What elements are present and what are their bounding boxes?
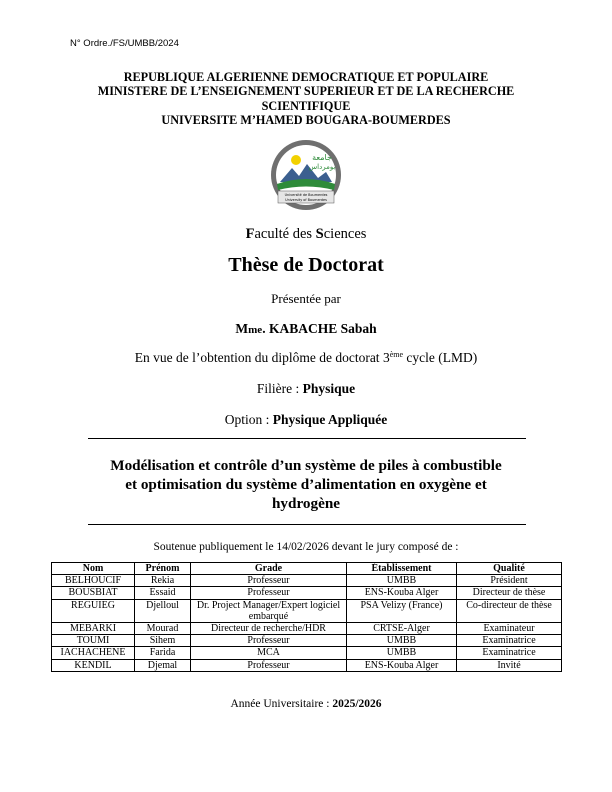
jury-table xyxy=(51,562,562,672)
jury-etablissement: UMBB xyxy=(347,635,457,647)
jury-nom: MEBARKI xyxy=(52,623,135,635)
jury-etablissement: UMBB xyxy=(347,575,457,587)
jury-etablissement: ENS-Kouba Alger xyxy=(347,659,457,671)
header-ministry-cont: SCIENTIFIQUE xyxy=(261,98,351,113)
jury-qualite: Invité xyxy=(457,659,562,671)
jury-header-row xyxy=(52,563,562,575)
institution-header xyxy=(60,70,552,127)
author-name: Mme. KABACHE Sabah xyxy=(235,321,377,336)
jury-prenom: Essaid xyxy=(135,587,191,599)
jury-etablissement: ENS-Kouba Alger xyxy=(347,587,457,599)
col-header-nom: Nom xyxy=(52,563,135,575)
table-row xyxy=(52,623,562,635)
jury-nom: IACHACHENE xyxy=(52,647,135,659)
jury-grade: Professeur xyxy=(191,635,347,647)
jury-prenom: Sihem xyxy=(135,635,191,647)
faculty-name: Faculté des Sciences xyxy=(245,226,367,242)
jury-prenom: Djelloul xyxy=(135,599,191,622)
table-row xyxy=(52,587,562,599)
diploma-line: En vue de l’obtention du diplôme de doctorat 3ème cycle (LMD) xyxy=(134,350,478,365)
header-university: UNIVERSITE M’HAMED BOUGARA-BOUMERDES xyxy=(161,112,451,127)
jury-etablissement: CRTSE-Alger xyxy=(347,623,457,635)
jury-etablissement: PSA Velizy (France) xyxy=(347,599,457,622)
jury-nom: BOUSBIAT xyxy=(52,587,135,599)
logo-arabic-1: جامعة xyxy=(312,153,332,162)
header-ministry: MINISTERE DE L’ENSEIGNEMENT SUPERIEUR ET DE LA RECHERCHE xyxy=(97,84,515,99)
jury-grade: MCA xyxy=(191,647,347,659)
col-header-grade: Grade xyxy=(191,563,347,575)
logo-banner-en: University of Boumerdes xyxy=(285,198,327,202)
col-header-prenom: Prénom xyxy=(135,563,191,575)
jury-etablissement: UMBB xyxy=(347,647,457,659)
option-line: Option : Physique Appliquée xyxy=(224,412,388,427)
presented-by: Présentée par xyxy=(271,291,341,306)
jury-qualite: Examinatrice xyxy=(457,635,562,647)
jury-qualite: Président xyxy=(457,575,562,587)
jury-grade: Professeur xyxy=(191,587,347,599)
jury-grade: Dr. Project Manager/Expert logiciel embarqué xyxy=(191,599,347,622)
jury-prenom: Djemal xyxy=(135,659,191,671)
document-type: Thèse de Doctorat xyxy=(228,254,384,276)
filiere-line: Filière : Physique xyxy=(256,381,356,396)
table-row xyxy=(52,635,562,647)
jury-prenom: Mourad xyxy=(135,623,191,635)
col-header-qualite: Qualité xyxy=(457,563,562,575)
col-header-etablissement: Établissement xyxy=(347,563,457,575)
jury-qualite: Examinateur xyxy=(457,623,562,635)
title-rule-bottom xyxy=(88,524,526,525)
jury-nom: REGUIEG xyxy=(52,599,135,622)
jury-grade: Directeur de recherche/HDR xyxy=(191,623,347,635)
jury-grade: Professeur xyxy=(191,659,347,671)
jury-nom: KENDIL xyxy=(52,659,135,671)
jury-qualite: Co-directeur de thèse xyxy=(457,599,562,622)
header-republic: REPUBLIQUE ALGERIENNE DEMOCRATIQUE ET POPULAIRE xyxy=(123,70,489,84)
order-number: N° Ordre./FS/UMBB/2024 xyxy=(70,38,179,49)
table-row xyxy=(52,647,562,659)
jury-nom: TOUMI xyxy=(52,635,135,647)
table-row xyxy=(52,659,562,671)
logo-banner-fr: Université de Boumerdes xyxy=(284,193,328,197)
table-row xyxy=(52,599,562,622)
jury-qualite: Directeur de thèse xyxy=(457,587,562,599)
table-row xyxy=(52,575,562,587)
defense-statement: Soutenue publiquement le 14/02/2026 devant le jury composé de : xyxy=(153,541,459,553)
logo-arabic-2: بومرداس xyxy=(308,163,336,171)
academic-year: Année Universitaire : 2025/2026 xyxy=(230,698,382,710)
thesis-title: Modélisation et contrôle d’un système de piles à combustible et optimisation du système d’alimentation en oxygène et hydrogène xyxy=(110,457,502,512)
jury-grade: Professeur xyxy=(191,575,347,587)
jury-prenom: Rekia xyxy=(135,575,191,587)
title-rule-top xyxy=(88,438,526,439)
jury-nom: BELHOUCIF xyxy=(52,575,135,587)
university-logo xyxy=(266,138,346,212)
jury-qualite: Examinatrice xyxy=(457,647,562,659)
jury-prenom: Farida xyxy=(135,647,191,659)
